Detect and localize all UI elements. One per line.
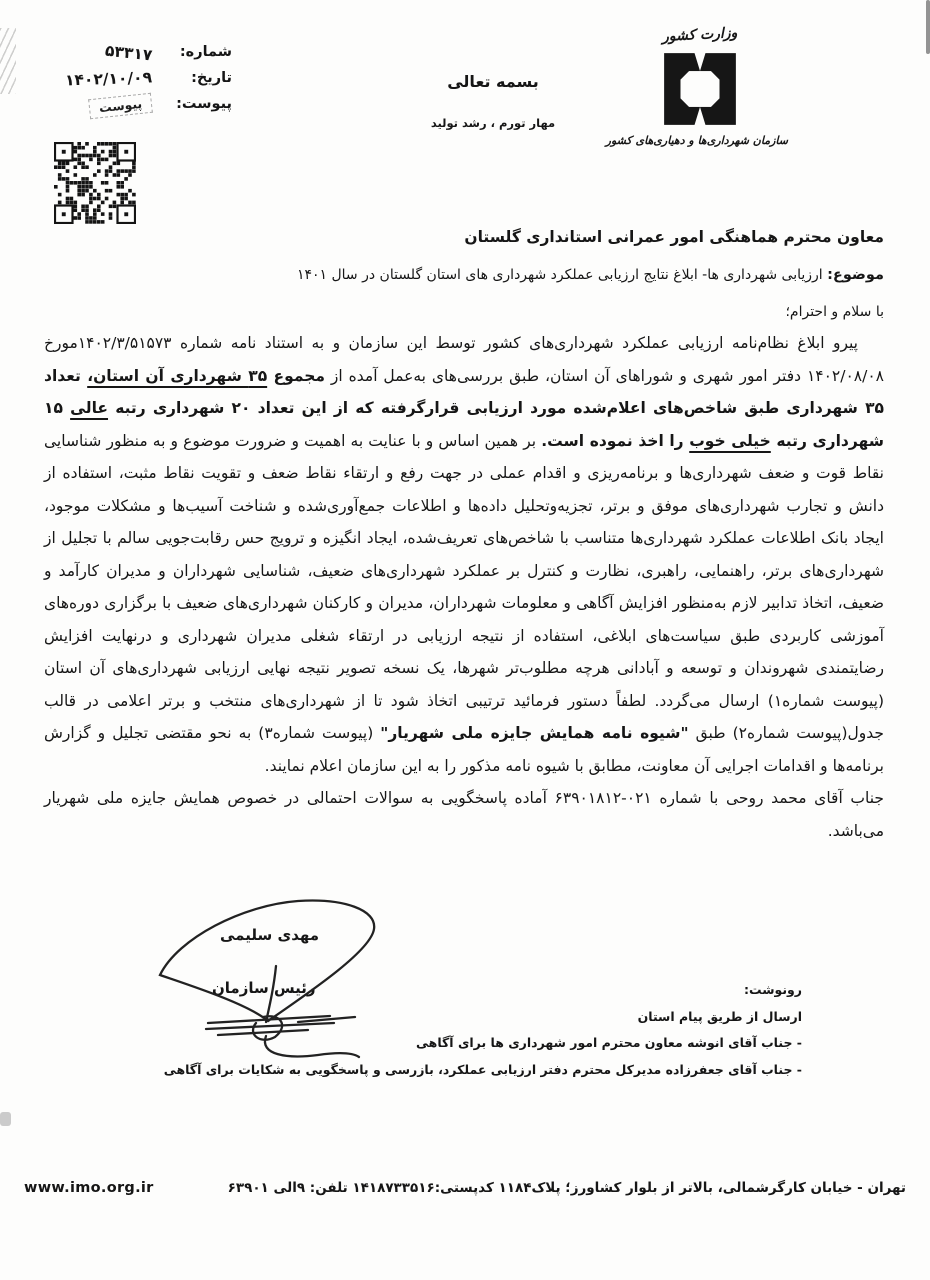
ref-row-date — [36, 70, 232, 88]
ref-row-attachment — [36, 96, 232, 116]
ref-row-number — [36, 41, 232, 65]
letter-date: ۱۴۰۲/۱۰/۰۹ — [64, 68, 153, 90]
organization-logo-block — [605, 24, 788, 147]
letter-paragraph: جناب آقای محمد روحی با شماره ۰۲۱-۶۳۹۰۱۸۱۲ آماده پاسخگویی به سوالات احتمالی در خصوص همایش جایزه ملی شهریار می‌باشد. — [44, 789, 884, 840]
greeting-line: با سلام و احترام؛ — [785, 304, 884, 320]
organization-emblem-icon — [661, 48, 739, 130]
letter-body — [44, 327, 884, 847]
signatory-name: مهدی سلیمی — [220, 926, 320, 944]
reference-block — [36, 41, 232, 124]
cc-item: - جناب آقای جعفرزاده مدیرکل محترم دفتر ارزیابی عملکرد، بازرسی و پاسخگویی به شکایات برای آگاهی — [163, 1061, 802, 1077]
year-slogan: مهار تورم ، رشد تولید — [430, 116, 556, 130]
footer-bar — [24, 1180, 906, 1196]
bismillah-text: بسمه تعالی — [447, 72, 539, 91]
footer-address: تهران - خیابان کارگرشمالی، بالاتر از بلوار کشاورز؛ پلاک۱۱۸۴ کدپستی:۱۴۱۸۷۳۳۵۱۶ تلفن: ۹الی ۶۳۹۰۱ — [227, 1180, 906, 1196]
number-label: شماره: — [179, 44, 232, 60]
subject-line — [297, 267, 884, 283]
center-header — [398, 72, 588, 130]
footer-website-link[interactable]: www.imo.org.ir — [24, 1180, 154, 1196]
subject-label: موضوع: — [827, 267, 884, 283]
letter-number: ۵۳۳۱۷ — [103, 41, 153, 65]
subject-text: ارزیابی شهرداری ها- ابلاغ نتایج ارزیابی عملکرد شهرداری های استان گلستان در سال ۱۴۰۱ — [296, 267, 823, 283]
signatory-title: رئیس سازمان — [212, 979, 316, 997]
cc-item: - جناب آقای انوشه معاون محترم امور شهرداری ها برای آگاهی — [416, 1035, 802, 1050]
scan-artifact-top-right — [926, 0, 930, 54]
letter-paragraph: پیرو ابلاغ نظام‌نامه ارزیابی عملکرد شهرداری‌های کشور توسط این سازمان و به استناد نامه شماره ۱۴۰۲/۳/۵۱۵۷۳مورخ ۱۴۰۲/۰۸/۰۸ دفتر امور شهری و شوراهای آن استان، طبق بررسی‌های به‌عمل آمده از مجموع ۳۵ شهرداری آن استان، تعداد ۳۵ شهرداری طبق شاخص‌های اعلام‌شده مورد ارزیابی قرارگرفته که از این تعداد ۲۰ شهرداری رتبه عالی ۱۵ شهرداری رتبه خیلی خوب را اخذ نموده است. بر همین اساس و با عنایت به اهمیت و ضرورت موضوع و به منظور شناسایی نقاط قوت و ضعف شهرداری‌ها و برنامه‌ریزی و اقدام عملی در جهت رفع و ارتقاء نقاط ضعف و تقویت نقاط مثبت، استفاده از دانش و تجارب شهرداری‌های موفق و برتر، تجزیه‌وتحلیل داده‌ها و اطلاعات جمع‌آوری‌شده و شناخت آسیب‌ها و مشکلات موجود، ایجاد بانک اطلاعات عملکرد شهرداری‌ها متناسب با شاخص‌های تعریف‌شده، ایجاد انگیزه و ترویج حس رقابت‌جویی سالم با تجلیل از شهرداری‌های برتر، راهنمایی، راهبری، نظارت و کنترل بر عملکرد شهرداری‌های ضعیف، شناسایی شهرداران و مدیران کارآمد و ضعیف، اتخاذ تدابیر لازم به‌منظور افزایش آگاهی و معلومات شهرداران، مدیران و کارکنان شهرداری‌های ضعیف با برگزاری دوره‌های آموزشی کاربردی طبق سیاست‌های ابلاغی، استفاده از نتیجه ارزیابی در ارتقاء شغلی مدیران شهرداری و درنهایت افزایش رضایتمندی شهروندان و توسعه و آبادانی هرچه مطلوب‌تر شهرها، یک نسخه تصویر نتیجه نهایی ارزیابی شهرداری‌های آن استان (پیوست شماره۱) ارسال می‌گردد. لطفاً دستور فرمائید ترتیبی اتخاذ شود تا از شهرداری‌های منتخب و برتر اعلامی در قالب جدول(پیوست شماره۲) طبق "شیوه نامه همایش جایزه ملی شهریار" (پیوست شماره۳) به نحو مقتضی تجلیل و گزارش برنامه‌ها و اقدامات اجرایی آن معاونت، مطابق با شیوه نامه مذکور را به این سازمان اعلام نمایند. — [44, 334, 884, 775]
organization-name: سازمان شهرداری‌ها و دهیاری‌های کشور — [605, 134, 788, 147]
attachment-stamp: پیوست — [88, 93, 153, 119]
date-label: تاریخ: — [191, 70, 232, 86]
scan-artifact-top-left — [0, 28, 16, 94]
cc-items — [40, 1004, 802, 1084]
cc-item: ارسال از طریق پیام استان — [637, 1008, 802, 1024]
addressee-line: معاون محترم هماهنگی امور عمرانی استانداری گلستان — [464, 228, 884, 246]
cc-block — [40, 977, 802, 1083]
qr-stamp-icon — [54, 142, 136, 224]
scan-artifact-bottom-left — [0, 1112, 11, 1126]
ministry-name: وزارت کشور — [661, 25, 739, 45]
cc-label: رونوشت: — [743, 982, 802, 997]
attachment-label: پیوست: — [176, 96, 232, 112]
